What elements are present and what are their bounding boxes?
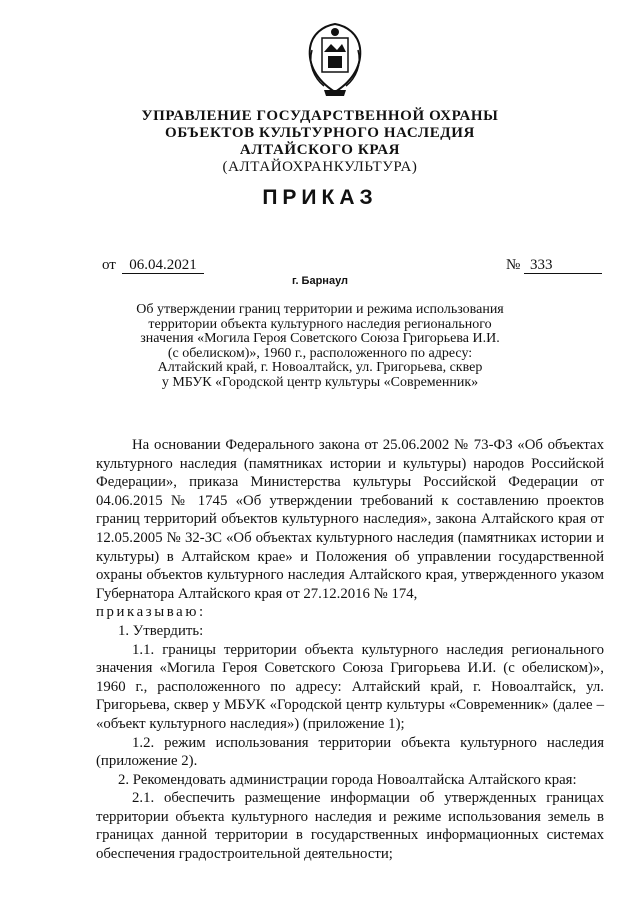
order-subject <box>110 303 530 390</box>
coat-of-arms-icon <box>300 20 370 100</box>
document-body <box>96 436 604 864</box>
item-2-1: 2.1. обеспечить размещение информации об утвержденных границах территории объекта культурного наследия и режиме использования земель в границах данной территории в государственных информационных системах обеспечения градостроительной деятельности; <box>96 790 604 863</box>
org-abbreviation: (АЛТАЙОХРАНКУЛЬТУРА) <box>222 159 418 175</box>
subject-line: Об утверждении границ территории и режима использования <box>136 302 504 317</box>
document-title: ПРИКАЗ <box>262 186 378 209</box>
org-line-2: ОБЪЕКТОВ КУЛЬТУРНОГО НАСЛЕДИЯ <box>165 125 475 141</box>
subject-line: у МБУК «Городской центр культуры «Современник» <box>161 374 479 390</box>
item-2: 2. Рекомендовать администрации города Новоалтайска Алтайского края: <box>118 771 577 788</box>
document-number: 333 <box>524 257 602 274</box>
item-1: 1. Утвердить: <box>118 622 204 639</box>
subject-line: территории объекта культурного наследия регионального <box>148 316 492 332</box>
city-name: г. Барнаул <box>291 275 349 287</box>
preamble-paragraph: На основании Федерального закона от 25.06.2002 № 73-ФЗ «Об объектах культурного наследия (памятниках истории и культуры) народов Российской Федерации», приказа Министерства культуры Российской Федерации от 04.06.2015 № 1745 «Об утверждении требований к составлению проектов границ территорий объектов культурного наследия», закона Алтайского края от 12.05.2005 № 32-ЗС «Об объектах культурного наследия (памятниках истории и культуры) в Алтайском крае» и Положения об управлении государственной охраны объектов культурного наследия Алтайского края, утвержденного указом Губернатора Алтайского края от 27.12.2016 № 174, <box>96 437 604 602</box>
org-line-1: УПРАВЛЕНИЕ ГОСУДАРСТВЕННОЙ ОХРАНЫ <box>141 108 499 124</box>
subject-line: (с обелиском)», 1960 г., расположенного по адресу: <box>167 345 473 361</box>
subject-line: значения «Могила Героя Советского Союза Григорьева И.И. <box>140 331 500 346</box>
organization-name <box>0 108 640 176</box>
subject-line: Алтайский край, г. Новоалтайск, ул. Григорьева, сквер <box>157 360 483 375</box>
org-line-3: АЛТАЙСКОГО КРАЯ <box>239 142 401 158</box>
document-date: 06.04.2021 <box>122 257 204 274</box>
item-1-2: 1.2. режим использования территории объекта культурного наследия (приложение 2). <box>96 734 604 770</box>
date-label: от <box>102 257 116 273</box>
number-label: № <box>506 257 521 273</box>
order-word: приказываю: <box>96 604 206 621</box>
item-1-1: 1.1. границы территории объекта культурного наследия регионального значения «Могила Героя Советского Союза Григорьева И.И. (с обелиском)», 1960 г., расположенного по адресу: Алтайский край, г. Новоалтайск, ул. Григорьева, сквер у МБУК «Городской центр культуры «Современник» (далее – «объект культурного наследия») (приложение 1); <box>96 641 604 732</box>
